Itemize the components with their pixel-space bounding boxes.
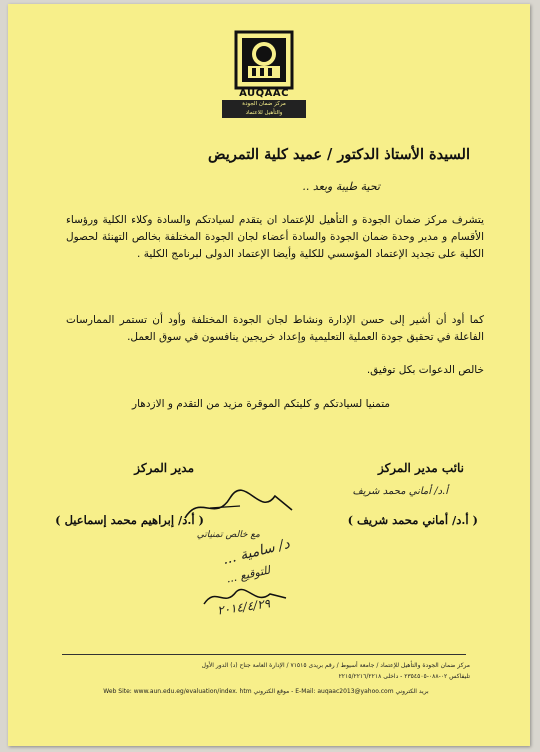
footer-divider: [62, 654, 466, 655]
logo-subtitle: [222, 100, 306, 118]
director-title: مدير المركز: [134, 461, 194, 475]
footer-address: مركز ضمان الجودة والتأهيل للإعتماد / جامعة أسيوط / رقم بريدى ٧١٥١٥ / الإدارة العامة جناح (د) الدور الأول: [201, 662, 470, 669]
closing-hopes: متمنيا لسيادتكم و كليتكم الموقرة مزيد من التقدم و الازدهار: [132, 398, 390, 410]
footer-website-label: Web Site:: [103, 688, 132, 695]
addressee: السيدة الأستاذ الدكتور / عميد كلية التمريض: [208, 146, 470, 163]
footer-phone: تليفاكس ٠٢-٠٨٨-٢٣٥٤٥٠٥ - داخلى ٢٢١٥/٢٢١٦/٢٢١٨: [338, 673, 470, 680]
footer-website-url[interactable]: www.aun.edu.eg/evaluation/index. htm: [133, 688, 252, 695]
handwritten-date: ٢٠١٤/٤/٢٩: [216, 596, 271, 618]
handwritten-note-line1: د/ سامية ...: [220, 535, 291, 569]
closing-wishes: خالص الدعوات بكل توفيق.: [366, 364, 484, 376]
paragraph-2: كما أود أن أشير إلى حسن الإدارة ونشاط لجان الجودة المختلفة وأود أن تستمر الممارسات الفاعلة في تحقيق جودة العملية التعليمية وإعداد خريجين ينافسون في سوق العمل.: [66, 314, 484, 343]
logo-subtitle-line1: مركز ضمان الجودة: [242, 101, 286, 107]
university-logo-icon: [234, 30, 294, 90]
footer-contact: Web Site: www.aun.edu.eg/evaluation/index. htm موقع الكتروني - E-Mail: auqaac2013@yahoo.com بريد الكتروني: [103, 688, 429, 695]
center-abbreviation: AUQAAC: [239, 88, 289, 99]
logo-subtitle-line2: والتأهيل للاعتماد: [245, 110, 283, 116]
footer-website-label-ar: موقع الكتروني: [253, 688, 290, 695]
footer-email-label: E-Mail:: [295, 688, 316, 695]
director-name: ( أ.د/ إبراهيم محمد إسماعيل ): [55, 513, 204, 527]
deputy-director-title: نائب مدير المركز: [377, 461, 464, 475]
deputy-handwritten-signature: أ.د/ أماني محمد شريف: [352, 486, 448, 497]
deputy-director-name: ( أ.د/ أماني محمد شريف ): [347, 513, 478, 527]
footer-email-label-ar: بريد الكتروني: [395, 688, 429, 695]
paragraph-1: يتشرف مركز ضمان الجودة و التأهيل للإعتماد ان يتقدم لسيادتكم والسادة وكلاء الكلية ورؤساء الأقسام و مدير وحدة ضمان الجودة والسادة أعضاء لجان الجودة المختلفة بخالص التهنئة لحصول الكلية على تجديد الإعتماد المؤسسي للكلية وأيضا الإعتماد الدولى لبرنامج الكلية .: [66, 214, 484, 260]
greeting: تحية طيبة وبعد ..: [302, 180, 380, 193]
director-handwritten-note: مع خالص تمنياتي: [196, 530, 260, 540]
handwritten-note-line2: للتوقيع ...: [224, 563, 271, 586]
footer-email[interactable]: auqaac2013@yahoo.com: [317, 688, 394, 695]
